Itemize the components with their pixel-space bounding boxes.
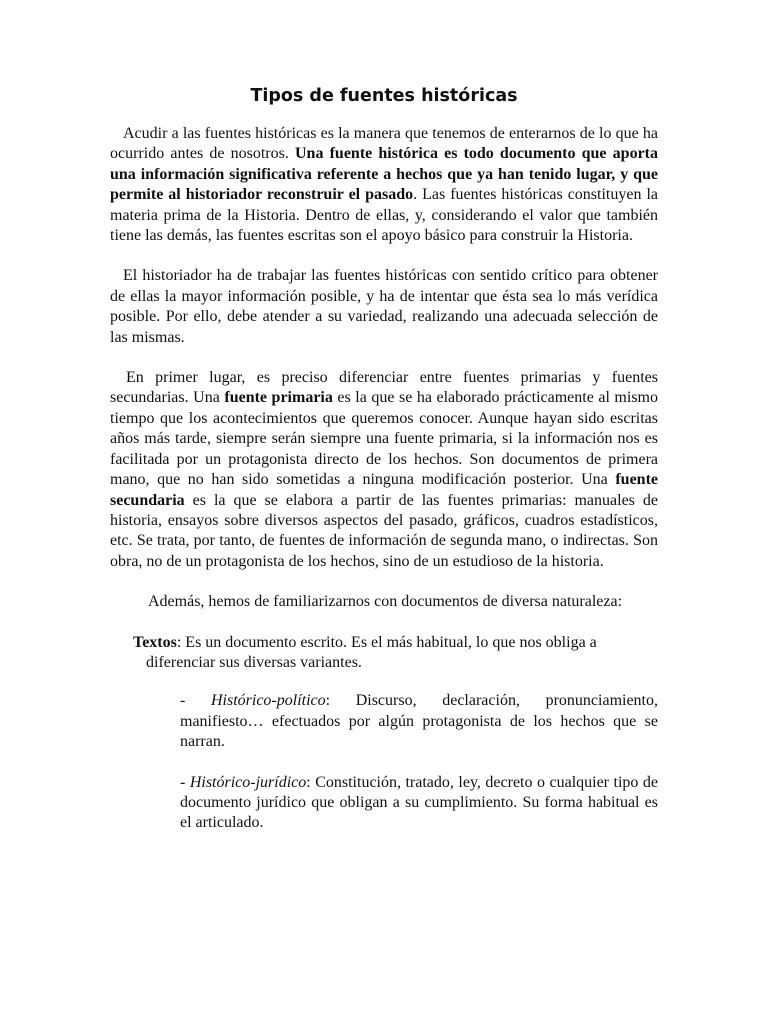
term-fuente-secundaria: fuente secundaria: [110, 471, 658, 509]
document-title: Tipos de fuentes históricas: [250, 86, 518, 106]
paragraph-definition-text-a: Acudir a las fuentes históricas es la manera que tenemos de enterarnos de lo que ha ocurrido antes de nosotros.: [110, 125, 658, 163]
paragraph-primary-secondary-text-b: es la que se ha elaborado prácticamente al mismo tiempo que los acontecimientos que queremos conocer. Aunque hayan sido escritas años más tarde, siempre serán siempre una fuente primaria, si la información nos es facilitada por un protagonista directo de los hechos. Son documentos de primera mano, que no han sido sometidas a ninguna modificación posterior. Una: [110, 389, 658, 489]
historico-juridico-description: : Constitución, tratado, ley, decreto o cualquier tipo de documento jurídico que obligan a su cumplimiento. Su forma habitual es el articulado.: [180, 773, 659, 832]
paragraph-primary-secondary: [110, 368, 658, 572]
textos-description: : Es un documento escrito. Es el más habitual, lo que nos obliga a diferenciar sus diversas variantes.: [146, 633, 597, 671]
paragraph-primary-secondary-text-a: En primer lugar, es preciso diferenciar entre fuentes primarias y fuentes secundarias. Una: [110, 369, 658, 407]
term-textos: Textos: [133, 633, 177, 651]
term-fuente-primaria: fuente primaria: [224, 389, 333, 407]
paragraph-critical-sense: El historiador ha de trabajar las fuentes históricas con sentido crítico para obtener de ellas la mayor información posible, y ha de intentar que ésta sea lo más verídica posible. Por ello, debe atender a su variedad, realizando una adecuada selección de las mismas.: [110, 267, 658, 346]
sub-item-dash: -: [180, 692, 211, 710]
term-historico-politico: Histórico-político: [210, 692, 326, 710]
paragraph-definition-bold: Una fuente histórica es todo documento que aporta una información significativa referente a hechos que ya han tenido lugar, y que permite al historiador reconstruir el pasado: [110, 145, 659, 204]
term-historico-juridico: Histórico-jurídico: [189, 773, 307, 791]
list-item-textos: [123, 633, 658, 674]
paragraph-document-nature: Además, hemos de familiarizarnos con documentos de diversa naturaleza:: [148, 593, 623, 611]
document-page: [110, 84, 658, 854]
sub-item-historico-politico: [180, 691, 658, 752]
sub-item-dash: -: [180, 773, 190, 791]
paragraph-definition: [110, 124, 658, 246]
sub-item-historico-juridico: [180, 773, 658, 834]
historico-politico-description: : Discurso, declaración, pronunciamiento, manifiesto… efectuados por algún protagonista de los hechos que se narran.: [180, 692, 659, 751]
paragraph-primary-secondary-text-c: es la que se elabora a partir de las fuentes primarias: manuales de historia, ensayos sobre diversos aspectos del pasado, gráficos, cuadros estadísticos, etc. Se trata, por tanto, de fuentes de información de segunda mano, o indirectas. Son obra, no de un protagonista de los hechos, sino de un estudioso de la historia.: [110, 491, 658, 570]
paragraph-definition-text-b: . Las fuentes históricas constituyen la materia prima de la Historia. Dentro de ellas, y, considerando el valor que también tiene las demás, las fuentes escritas son el apoyo básico para construir la Historia.: [110, 186, 659, 245]
